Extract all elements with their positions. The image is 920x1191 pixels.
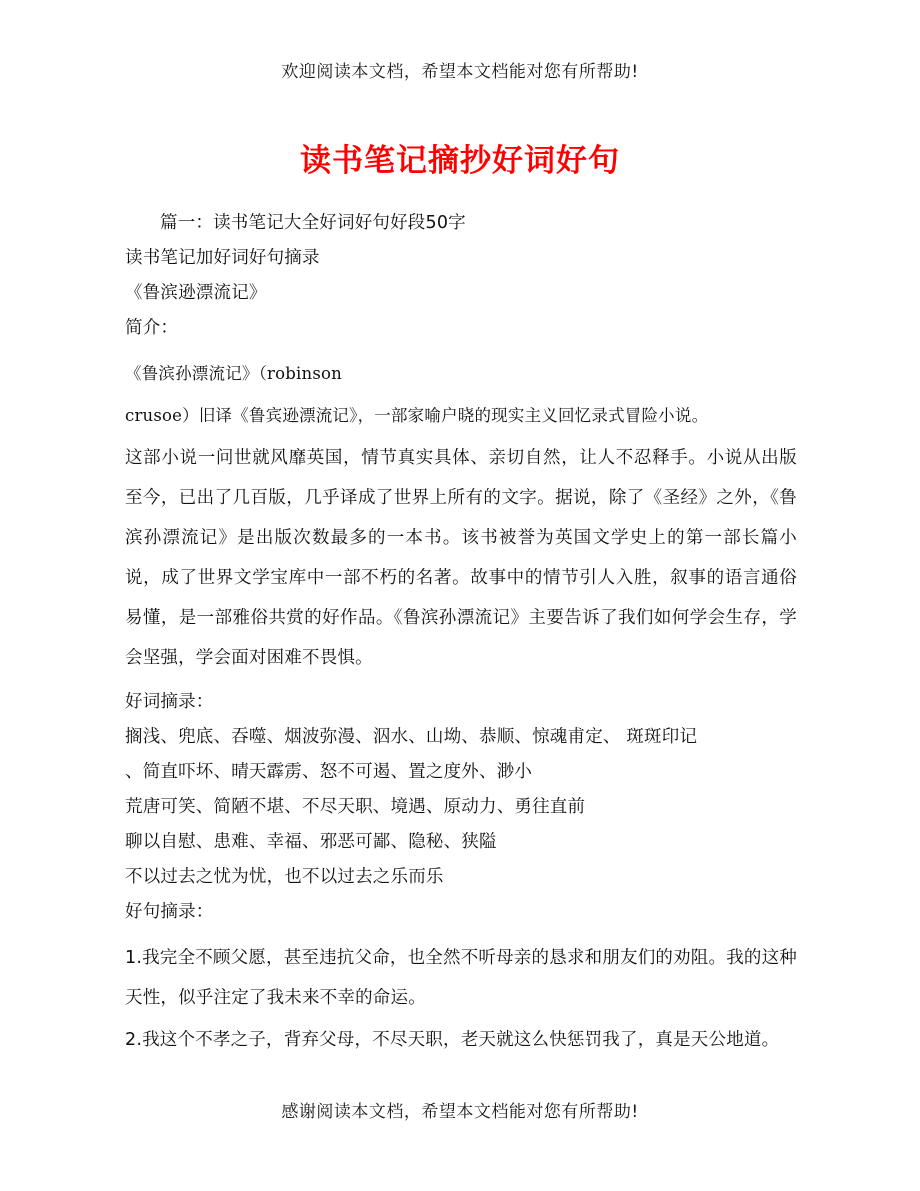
good-words-line: 荒唐可笑、简陋不堪、不尽天职、境遇、原动力、勇往直前	[125, 797, 586, 817]
document-body	[125, 208, 797, 1062]
good-words-label: 好词摘录：	[125, 692, 214, 712]
intro-line-1: 《鲁滨孙漂流记》（robinson	[125, 364, 342, 383]
section-heading: 篇一：读书笔记大全好词好句好段50字	[160, 213, 466, 233]
good-words-line: 搁浅、兜底、吞噬、烟波弥漫、泅水、山坳、恭顺、惊魂甫定、 斑斑印记	[125, 727, 698, 747]
good-sentence-item: 1.我完全不顾父愿，甚至违抗父命，也全然不听母亲的恳求和朋友们的劝阻。我的这种天性，似乎注定了我未来不幸的命运。	[125, 948, 797, 1008]
subtitle: 读书笔记加好词好句摘录	[125, 248, 320, 268]
good-words-line: 聊以自慰、患难、幸福、邪恶可鄙、隐秘、狭隘	[125, 832, 497, 852]
good-sentence-item: 2.我这个不孝之子，背弃父母，不尽天职，老天就这么快惩罚我了，真是天公地道。	[125, 1030, 780, 1050]
intro-paragraph: 这部小说一问世就风靡英国，情节真实具体、亲切自然，让人不忍释手。小说从出版至今，已出了几百版，几乎译成了世界上所有的文字。据说，除了《圣经》之外，《鲁滨孙漂流记》是出版次数最多的一本书。该书被誉为英国文学史上的第一部长篇小说，成了世界文学宝库中一部不朽的名著。故事中的情节引人入胜，叙事的语言通俗易懂，是一部雅俗共赏的好作品。《鲁滨孙漂流记》主要告诉了我们如何学会生存，学会坚强，学会面对困难不畏惧。	[125, 448, 797, 668]
good-words-line: 、简直吓坏、晴天霹雳、怒不可遏、置之度外、渺小	[125, 762, 533, 782]
good-words-line: 不以过去之忧为忧，也不以过去之乐而乐	[125, 867, 444, 887]
document-header-note: 欢迎阅读本文档，希望本文档能对您有所帮助!	[281, 62, 639, 82]
document-footer-note: 感谢阅读本文档，希望本文档能对您有所帮助!	[281, 1102, 639, 1122]
book-title: 《鲁滨逊漂流记》	[125, 283, 267, 303]
good-sentences-label: 好句摘录：	[125, 902, 214, 922]
intro-line-2: crusoe）旧译《鲁宾逊漂流记》，一部家喻户晓的现实主义回忆录式冒险小说。	[125, 406, 709, 425]
intro-label: 简介：	[125, 318, 179, 338]
page-title: 读书笔记摘抄好词好句	[300, 142, 620, 179]
